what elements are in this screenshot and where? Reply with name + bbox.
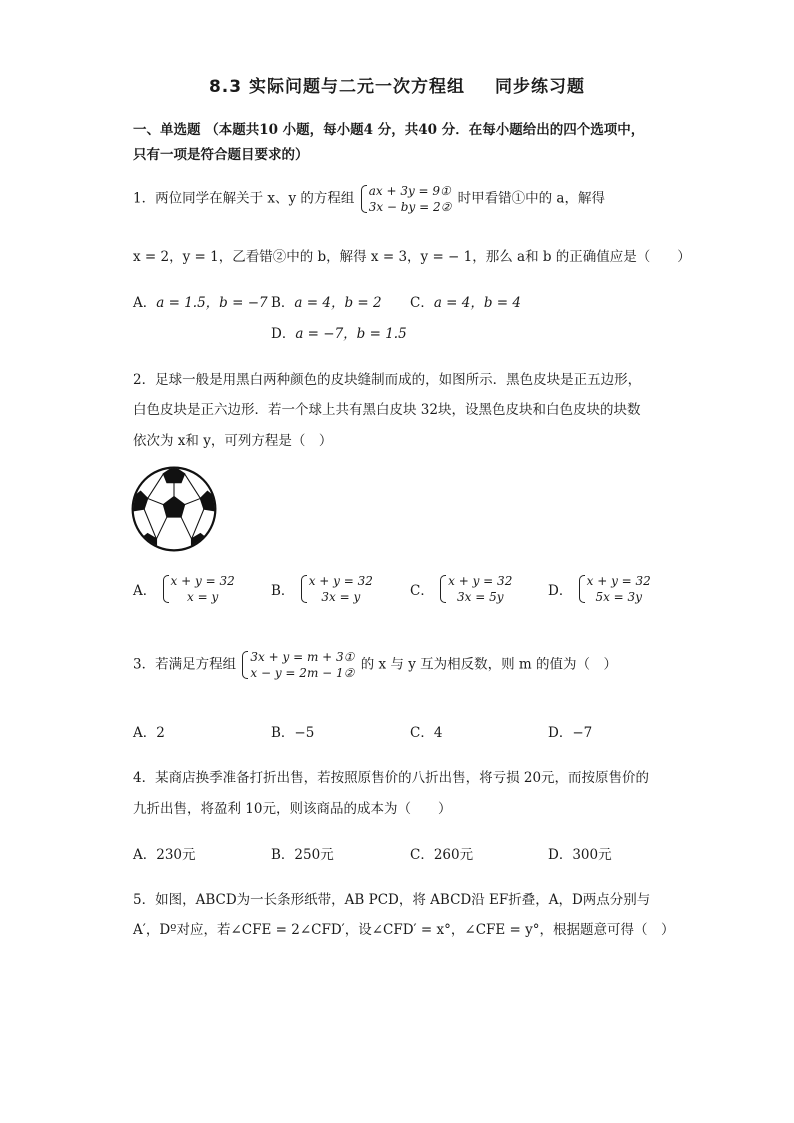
page-title xyxy=(0,72,794,97)
question-2-line2: 白色皮块是正六边形．若一个球上共有黑白皮块 32块，设黑色皮块和白色皮块的块数 xyxy=(133,402,641,418)
question-4-line1: 4．某商店换季准备打折出售，若按照原售价的八折出售，将亏损 20元，而按原售价的 xyxy=(133,770,650,786)
q1-option-a[interactable]: A．a = 1.5，b = −7 xyxy=(133,295,268,311)
q3-prefix: 3．若满足方程组 xyxy=(133,656,237,673)
section-header-line1: 一、单选题 （本题共10 小题，每小题4 分，共40 分．在每小题给出的四个选项中， xyxy=(133,122,645,138)
q3-option-a[interactable]: A．2 xyxy=(133,725,165,741)
q3-eq1: 3x + y = m + 3① xyxy=(250,650,355,664)
title-sub: 同步练习题 xyxy=(495,77,586,97)
q3-option-d[interactable]: D．−7 xyxy=(548,725,593,741)
q1-prefix: 1．两位同学在解关于 x、y 的方程组 xyxy=(133,190,355,207)
q1-suffix: 时甲看错①中的 a，解得 xyxy=(457,190,605,207)
q4-option-d[interactable]: D．300元 xyxy=(548,847,612,863)
question-5-line2: A′，Dº对应，若∠CFE = 2∠CFD′，设∠CFD′ = x°，∠CFE = y°，根据题意可得（ ） xyxy=(133,922,675,938)
q1-equation-system xyxy=(361,183,452,215)
q1-option-b[interactable]: B．a = 4，b = 2 xyxy=(271,295,382,311)
q1-eq2: 3x − by = 2② xyxy=(368,200,452,215)
q3-eq2: x − y = 2m − 1② xyxy=(250,666,355,681)
question-5-line1: 5．如图，ABCD为一长条形纸带，AB PCD，将 ABCD沿 EF折叠，A，D两点分别与 xyxy=(133,892,651,908)
q4-option-c[interactable]: C．260元 xyxy=(410,847,474,863)
question-4-line2: 九折出售，将盈利 10元，则该商品的成本为（ ） xyxy=(133,801,452,817)
soccer-ball-image xyxy=(130,465,218,553)
question-2-line3: 依次为 x和 y，可列方程是（ ） xyxy=(133,433,333,449)
q3-option-b[interactable]: B．−5 xyxy=(271,725,315,741)
question-3-line1 xyxy=(133,649,617,681)
q4-option-a[interactable]: A．230元 xyxy=(133,847,196,863)
question-1-line1 xyxy=(133,183,605,215)
question-1-line2: x = 2，y = 1，乙看错②中的 b，解得 x = 3，y = − 1，那么 a和 b 的正确值应是（ ） xyxy=(133,249,691,265)
q2-option-d[interactable]: D． x + y = 32 5x = 3y xyxy=(548,574,651,605)
q2-option-a[interactable]: A． x + y = 32 x = y xyxy=(133,574,235,605)
q2-option-b[interactable]: B． x + y = 32 3x = y xyxy=(271,574,373,605)
q2-option-c[interactable]: C． x + y = 32 3x = 5y xyxy=(410,574,513,605)
q3-equation-system xyxy=(242,649,354,681)
q3-option-c[interactable]: C．4 xyxy=(410,725,443,741)
q3-suffix: 的 x 与 y 互为相反数，则 m 的值为（ ） xyxy=(360,656,617,673)
q4-option-b[interactable]: B．250元 xyxy=(271,847,334,863)
question-2-line1: 2．足球一般是用黑白两种颜色的皮块缝制而成的，如图所示．黑色皮块是正五边形， xyxy=(133,372,642,388)
section-header-line2: 只有一项是符合题目要求的） xyxy=(133,147,309,163)
q1-eq1: ax + 3y = 9① xyxy=(368,184,451,198)
q1-option-d[interactable]: D．a = −7，b = 1.5 xyxy=(271,326,407,342)
q1-option-c[interactable]: C．a = 4，b = 4 xyxy=(410,295,522,311)
title-main: 8.3 实际问题与二元一次方程组 xyxy=(208,77,466,97)
